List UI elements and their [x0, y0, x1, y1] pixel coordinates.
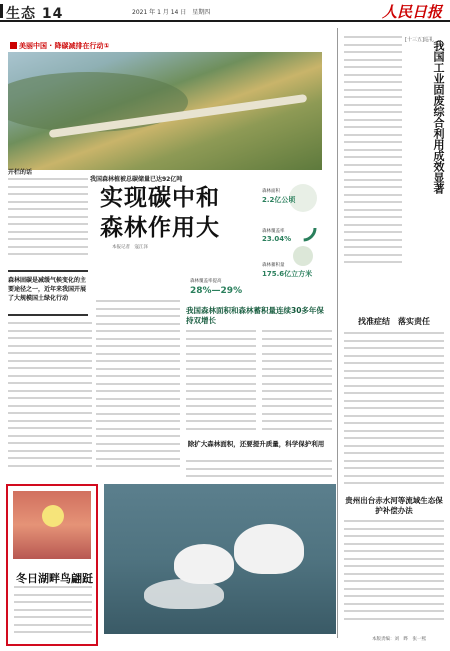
body-column-3	[186, 330, 256, 435]
swan-1	[174, 544, 234, 584]
right-body-2	[344, 332, 444, 490]
column-divider	[337, 28, 338, 638]
stat-label-2: 森林覆盖率	[262, 229, 285, 234]
stat-label-1: 森林面积	[262, 189, 280, 194]
headline-line-1: 实现碳中和	[100, 184, 220, 211]
swans-photo	[104, 484, 336, 634]
photo-feature-box	[6, 484, 98, 646]
stat-label-4: 森林覆盖率提高	[190, 279, 222, 284]
article-kicker: 我国森林植被总碳储量已达92亿吨	[90, 176, 183, 183]
sunset-photo	[13, 491, 91, 559]
column-tag-text: 美丽中国 · 降碳减排在行动①	[19, 42, 110, 50]
stat-value-1: 2.2亿公顷	[262, 196, 296, 204]
issue-date: 2021 年 1 月 14 日 星期四	[132, 9, 211, 16]
sun-shape	[42, 505, 64, 527]
middle-subheading: 我国森林面积和森林蓄积量连续30多年保持双增长	[186, 306, 324, 325]
right-story-2-headline: 找准症结 落实责任	[358, 317, 430, 326]
forest-aerial-photo	[8, 52, 322, 170]
right-body-3	[344, 520, 444, 625]
right-column-kicker: [十三五]巡礼	[405, 37, 434, 43]
right-story-3-headline: 贵州出台赤水河等流域生态保护补偿办法	[345, 496, 443, 515]
stat-label-3: 森林蓄积量	[262, 263, 285, 268]
stat-ring	[291, 216, 315, 240]
article-byline: 本报记者 寇江泽	[112, 245, 148, 250]
body-column-1	[8, 322, 92, 472]
stat-value-3: 175.6亿立方米	[262, 270, 313, 278]
article-headline	[100, 183, 220, 243]
body-column-4	[262, 330, 332, 435]
left-column-text	[8, 178, 88, 261]
column-opener-heading: 开栏的话	[8, 169, 33, 176]
stat-value-2: 23.04%	[262, 235, 292, 243]
header-bar	[0, 4, 3, 18]
forest-stats-graphic	[248, 178, 328, 268]
body-column-2	[96, 300, 180, 473]
right-body-1	[344, 36, 402, 269]
body-column-5	[186, 460, 332, 483]
headline-line-2: 森林作用大	[100, 214, 220, 241]
masthead-logo: 人民日报	[381, 3, 442, 21]
section-title: 生态 14	[6, 6, 64, 22]
page-credit: 本版责编：刘 晔 张一熙	[372, 637, 426, 642]
pull-quote: 森林固碳是减缓气候变化的主要途径之一，近年来我国开展了大规模国土绿化行动	[8, 270, 88, 316]
swan-2	[234, 524, 304, 574]
column-tag	[10, 41, 109, 51]
tag-box-icon	[10, 42, 17, 49]
right-headline: 我国工业固废综合利用成效显著	[432, 40, 445, 194]
page-header	[0, 0, 450, 22]
swan-3	[144, 579, 224, 609]
stat-circle-2	[293, 246, 313, 266]
photo-feature-text	[14, 586, 92, 639]
middle-second-subheading: 除扩大森林面积，还要提升质量，科学保护利用	[187, 440, 325, 448]
stat-value-4: 28%—29%	[190, 286, 243, 296]
photo-feature-title: 冬日湖畔鸟翩跹	[16, 572, 93, 585]
